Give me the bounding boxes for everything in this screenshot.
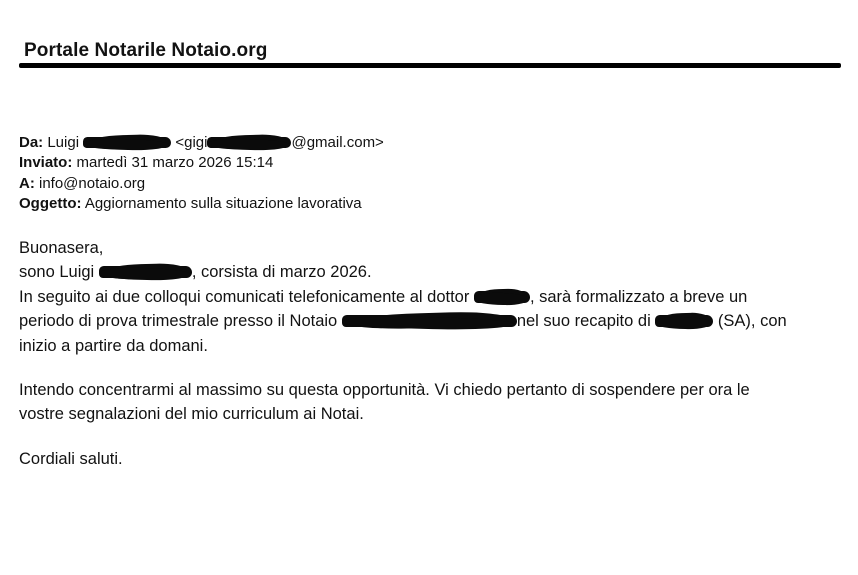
subject-value: Aggiornamento sulla situazione lavorativa [81, 194, 362, 212]
redaction-city-name [655, 315, 713, 327]
body-p1-line1 [19, 285, 849, 309]
letterhead [19, 40, 841, 68]
p1-line2-text-b: nel suo recapito di [516, 312, 656, 331]
from-email-prefix: <gigi [171, 134, 208, 151]
p1-line2-text-a: periodo di prova trimestrale presso il Notaio [19, 312, 342, 331]
redaction-body-sender-surname [99, 266, 192, 278]
from-label: Da: [19, 134, 44, 151]
p1-line1-text-a: In seguito ai due colloqui comunicati telefonicamente al dottor [19, 287, 474, 306]
header-row-sent [19, 153, 384, 173]
body-greeting-line: Buonasera, [19, 239, 104, 257]
p1-line2-text-c: (SA), con [713, 312, 787, 331]
to-value: info@notaio.org [34, 174, 146, 192]
letterhead-rule [19, 63, 841, 68]
p1-line1-text-b: , sarà formalizzato a breve un [529, 287, 748, 306]
redaction-sender-email-localpart [207, 137, 291, 148]
subject-label: Oggetto: [19, 194, 82, 212]
header-row-to [19, 174, 384, 194]
sent-label: Inviato: [19, 154, 73, 172]
redaction-dottor-name [474, 291, 530, 303]
body-p1-line3: inizio a partire da domani. [19, 336, 208, 355]
email-header-block [19, 133, 384, 214]
redaction-notaio-name [342, 315, 517, 327]
intro-text-b: , corsista di marzo 2026. [191, 263, 372, 282]
body-intro-line [19, 260, 849, 284]
email-body [19, 236, 849, 471]
from-name-prefix: Luigi [43, 134, 84, 151]
to-label: A: [19, 174, 35, 192]
sent-value: martedì 31 marzo 2026 15:14 [72, 154, 274, 172]
body-closing-line: Cordiali saluti. [19, 449, 123, 468]
body-p2-line2: vostre segnalazioni del mio curriculum ai Notai. [19, 405, 364, 424]
body-p1-line2 [19, 309, 849, 333]
letterhead-title: Portale Notarile Notaio.org [24, 40, 268, 61]
header-row-from [19, 133, 384, 153]
from-email-suffix: @gmail.com> [291, 134, 384, 151]
header-row-subject [19, 194, 384, 214]
intro-text-a: sono Luigi [19, 263, 99, 282]
body-p2-line1: Intendo concentrarmi al massimo su questa opportunità. Vi chiedo pertanto di sospendere per ora le [19, 381, 750, 400]
redaction-sender-surname [83, 137, 171, 148]
